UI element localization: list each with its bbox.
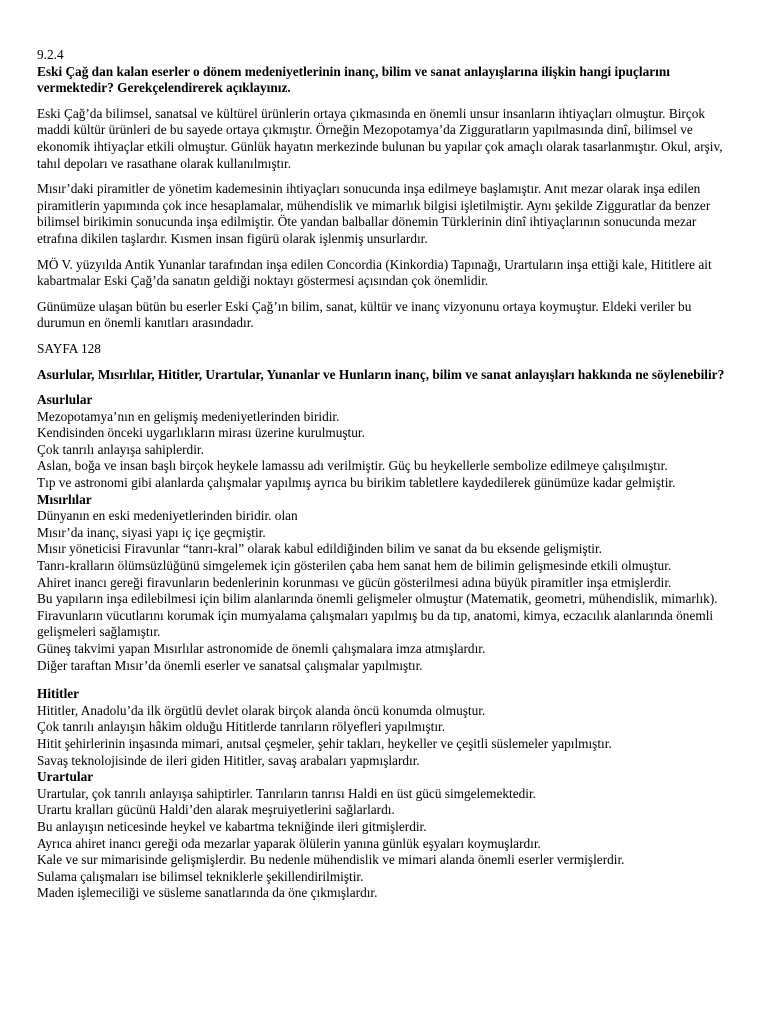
section-asurlular [37,392,731,492]
section-hititler [37,686,731,769]
list-item: Urartular, çok tanrılı anlayışa sahiptirler. Tanrıların tanrısı Haldi en üst gücü simgelemektedir. [37,785,536,801]
list-item: Mısır yöneticisi Firavunlar “tanrı-kral” olarak kabul edildiğinden bilim ve sanat da bu eksende gelişmiştir. [37,541,602,557]
list-item: Mısır’da inanç, siyasi yapı iç içe geçmiştir. [37,524,266,540]
paragraph-2: Mısır’daki piramitler de yönetim kademesinin ihtiyaçları sonucunda inşa edilmeye başlamıştır. Anıt mezar olarak inşa edilen piramitlerin yapımında çok ince hesaplamalar, mühendislik ve mimarlık bilgisi işletilmiştir. Aynı şekilde Zigguratlar da benzer bilimsel birikimin sonucunda inşa edilmiştir. Öte yandan balballar dönemin Türklerinin dinî ihtiyaçlarının sonucunda mezar etrafına dikilen taşlardır. Kısmen insan figürü olarak işlenmiş unsurlardır. [37,181,711,246]
section-misirlilar [37,492,731,675]
section-title: Asurlular [37,392,93,408]
document-page [37,47,731,902]
section-title: Mısırlılar [37,491,92,507]
list-item: Güneş takvimi yapan Mısırlılar astronomide de önemli çalışmalara imza atmışlardır. [37,641,486,656]
paragraph-3: MÖ V. yüzyılda Antik Yunanlar tarafından inşa edilen Concordia (Kinkordia) Tapınağı, Urartuların inşa ettiği kale, Hititlere ait kabartmalar Eski Çağ’da sanatın geldiği noktayı göstermesi açısından çok önemlidir. [37,256,712,289]
question-heading-1: Eski Çağ dan kalan eserler o dönem medeniyetlerinin inanç, bilim ve sanat anlayışlarına ilişkin hangi ipuçlarını vermektedir? Gerekçelendirerek açıklayınız. [37,63,670,96]
question-heading-2: Asurlular, Mısırlılar, Hititler, Urartular, Yunanlar ve Hunların inanç, bilim ve sanat anlayışları hakkında ne söylenebilir? [37,366,725,382]
list-item: Hitit şehirlerinin inşasında mimari, anıtsal çeşmeler, şehir takları, heykeller ve çeşitli süslemeler yapılmıştır. [37,735,612,751]
paragraph-1: Eski Çağ’da bilimsel, sanatsal ve kültürel ürünlerin ortaya çıkmasında en önemli unsur insanların ihtiyaçları olmuştur. Birçok maddi kültür ürünleri de bu sayede ortaya çıkmıştır. Örneğin Mezopotamya’da Zigguratların yapılmasında dinî, bilimsel ve ekonomik ihtiyaçlar etkili olmuştur. Günlük hayatın merkezinde bulunan bu yapılar çok amaçlı olarak tasarlanmıştır. Okul, arşiv, tahıl depoları ve rasathane olarak kullanılmıştır. [37,105,723,171]
section-title: Hititler [37,686,80,702]
list-item: Tıp ve astronomi gibi alanlarda çalışmalar yapılmış ayrıca bu birikim tabletlere kaydedilerek günümüze kadar gelmiştir. [37,475,676,491]
list-item: Maden işlemeciliği ve süsleme sanatlarında da öne çıkmışlardır. [37,885,378,901]
paragraph-4: Günümüze ulaşan bütün bu eserler Eski Çağ’ın bilim, sanat, kültür ve inanç vizyonunu ortaya koymuştur. Eldeki veriler bu durumun en önemli kanıtları arasındadır. [37,298,692,331]
list-item: Diğer taraftan Mısır’da önemli eserler ve sanatsal çalışmalar yapılmıştır. [37,657,423,673]
list-item: Firavunların vücutlarını korumak için mumyalama çalışmaları yapılmış bu da tıp, anatomi, kimya, eczacılık alanlarında önemli gelişmeleri sağlamıştır. [37,607,714,640]
list-item: Ahiret inancı gereği firavunların bedenlerinin korunması ve gücün gösterilmesi adına büyük piramitler inşa etmişlerdir. [37,574,672,590]
list-item: Ayrıca ahiret inancı gereği oda mezarlar yaparak ölülerin yanına günlük eşyaları koymuşlardır. [37,835,541,851]
list-item: Savaş teknolojisinde de ileri giden Hititler, savaş arabaları yapmışlardır. [37,752,420,768]
list-item: Çok tanrılı anlayışın hâkim olduğu Hititlerde tanrıların rölyefleri yapılmıştır. [37,719,446,735]
list-item: Çok tanrılı anlayışa sahiplerdir. [37,441,204,457]
section-urartular [37,769,731,902]
list-item: Mezopotamya’nın en gelişmiş medeniyetlerinden biridir. [37,408,340,424]
list-item: Bu yapıların inşa edilebilmesi için bilim alanlarında önemli gelişmeler olmuştur (Matematik, geometri, mühendislik, mimarlık). [37,591,718,607]
list-item: Bu anlayışın neticesinde heykel ve kabartma tekniğinde ileri gitmişlerdir. [37,818,427,834]
list-item: Aslan, boğa ve insan başlı birçok heykele lamassu adı verilmiştir. Güç bu heykellerle sembolize edilmeye çalışılmıştır. [37,458,668,474]
list-item: Sulama çalışmaları ise bilimsel tekniklerle şekillendirilmiştir. [37,868,364,884]
section-title: Urartular [37,769,94,785]
list-item: Kale ve sur mimarisinde gelişmişlerdir. Bu nedenle mühendislik ve mimari alanda önemli eserler vermişlerdir. [37,852,625,868]
list-item: Dünyanın en eski medeniyetlerinden biridir. olan [37,508,298,524]
list-item: Hititler, Anadolu’da ilk örgütlü devlet olarak birçok alanda öncü konumda olmuştur. [37,702,486,718]
page-label: SAYFA 128 [37,340,101,356]
list-item: Urartu kralları gücünü Haldi’den alarak meşruiyetlerini sağlarlardı. [37,802,395,818]
list-item: Tanrı-kralların ölümsüzlüğünü simgelemek için gösterilen çaba hem sanat hem de bilimin gelişmesinde etkili olmuştur. [37,558,672,574]
list-item: Kendisinden önceki uygarlıkların mirası üzerine kurulmuştur. [37,425,365,441]
section-number: 9.2.4 [37,47,64,62]
